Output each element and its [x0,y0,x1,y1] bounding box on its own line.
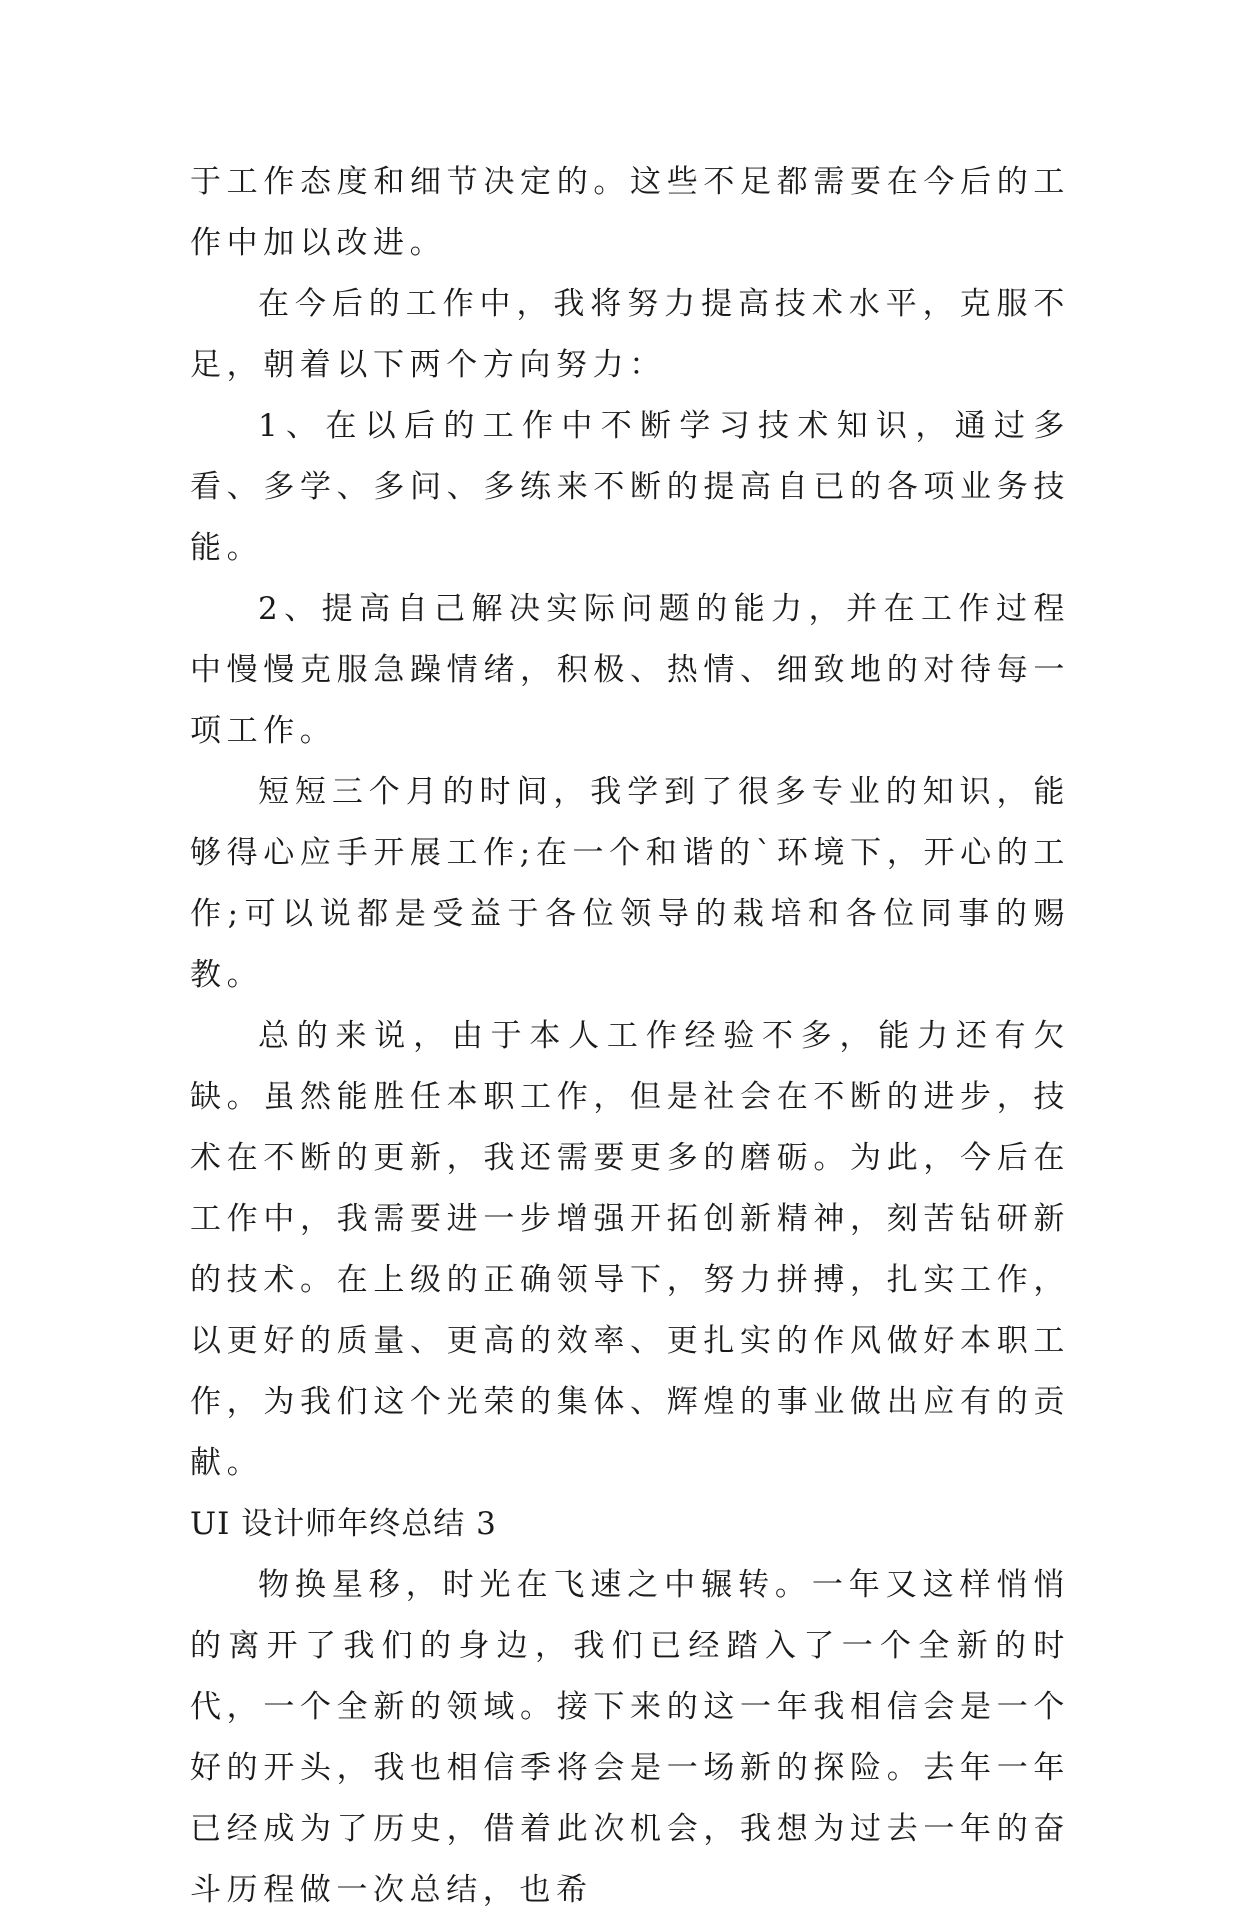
paragraph-5: 短短三个月的时间，我学到了很多专业的知识，能够得心应手开展工作;在一个和谐的`环境下，开心的工作;可以说都是受益于各位领导的栽培和各位同事的赐教。 [190,774,1070,993]
section-paragraph-1: 物换星移，时光在飞速之中辗转。一年又这样悄悄的离开了我们的身边，我们已经踏入了一个全新的时代，一个全新的领域。接下来的这一年我相信会是一个好的开头，我也相信季将会是一场新的探险。去年一年已经成为了历史，借着此次机会，我想为过去一年的奋斗历程做一次总结，也希 [190,1567,1070,1908]
paragraph-1: 于工作态度和细节决定的。这些不足都需要在今后的工作中加以改进。 [190,164,1070,261]
document-page [190,152,1070,1921]
section-title: UI 设计师年终总结 3 [190,1506,497,1542]
paragraph-3: 1、在以后的工作中不断学习技术知识，通过多看、多学、多问、多练来不断的提高自已的各项业务技能。 [190,408,1070,566]
paragraph-4: 2、提高自己解决实际问题的能力，并在工作过程中慢慢克服急躁情绪，积极、热情、细致地的对待每一项工作。 [190,591,1070,749]
paragraph-6: 总的来说，由于本人工作经验不多，能力还有欠缺。虽然能胜任本职工作，但是社会在不断的进步，技术在不断的更新，我还需要更多的磨砺。为此，今后在工作中，我需要进一步增强开拓创新精神，刻苦钻研新的技术。在上级的正确领导下，努力拼搏，扎实工作，以更好的质量、更高的效率、更扎实的作风做好本职工作，为我们这个光荣的集体、辉煌的事业做出应有的贡献。 [190,1018,1070,1481]
paragraph-2: 在今后的工作中，我将努力提高技术水平，克服不足，朝着以下两个方向努力： [190,286,1070,383]
